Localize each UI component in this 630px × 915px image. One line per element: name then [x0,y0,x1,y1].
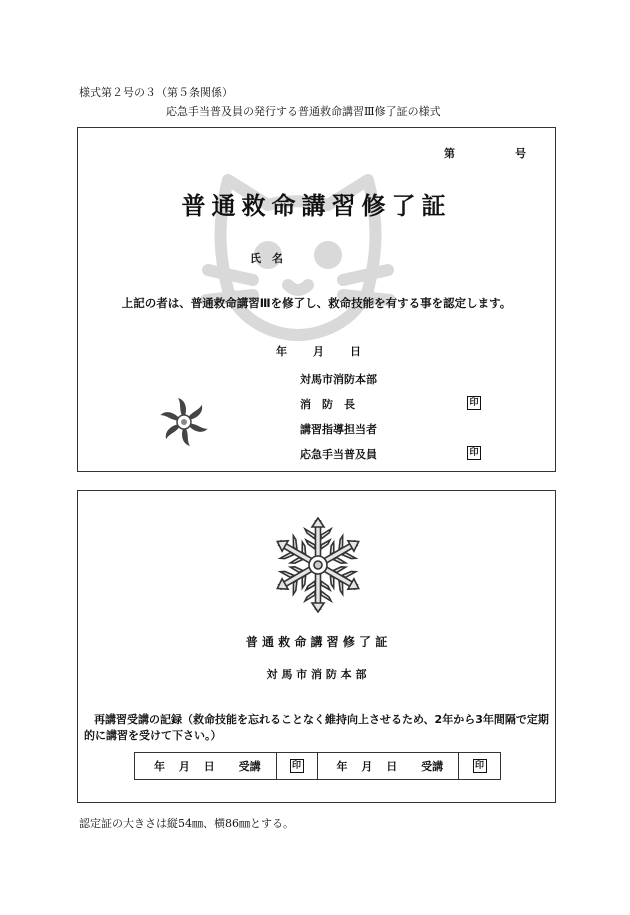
name-label: 氏 名 [250,252,283,265]
number-suffix: 号 [515,147,526,160]
number-prefix: 第 [444,147,455,160]
first-aid-instructor-label: 応急手当普及員 [300,448,377,461]
record-date-cell [135,753,277,779]
record-year: 年 [153,760,165,773]
seal-icon: 印 [473,759,487,773]
retraining-record-note: 再講習受講の記録（救命技能を忘れることなく維持向上させるため、2年から3年間隔で定期的に講習を受けて下さい。） [84,713,549,742]
date-year: 年 [276,345,287,358]
seal-icon: 印 [467,446,481,460]
certification-text: 上記の者は、普通救命講習Ⅲを修了し、救命技能を有する事を認定します。 [121,296,512,310]
record-day: 日 [386,760,398,773]
certificate-front [77,127,556,472]
record-day: 日 [203,760,215,773]
seal-icon: 印 [467,396,481,410]
form-title: 応急手当普及員の発行する普通救命講習Ⅲ修了証の様式 [166,105,441,118]
certificate-title: 普通救命講習修了証 [181,191,452,220]
form-number-label: 様式第２号の３（第５条関係） [79,86,233,99]
back-certificate-title: 普 通 救 命 講 習 修 了 証 [245,635,388,649]
retraining-record-table [134,752,501,780]
issuer-name: 対馬市消防本部 [300,373,377,386]
record-month: 月 [361,760,373,773]
city-emblem-icon [158,396,210,448]
date-day: 日 [350,345,361,358]
fire-chief-label: 消 防 長 [300,398,355,411]
record-seal-cell [459,753,500,779]
record-seal-cell [277,753,318,779]
certificate-back [77,490,556,803]
back-issuer-name: 対 馬 市 消 防 本 部 [266,668,367,681]
size-note: 認定証の大きさは縦54㎜、横86㎜とする。 [79,817,294,830]
date-month: 月 [313,345,324,358]
record-date-cell [318,753,460,779]
record-attended-label: 受講 [238,760,261,773]
fire-emblem-icon [270,517,366,613]
instructor-label: 講習指導担当者 [300,423,377,436]
cat-watermark-icon [188,140,408,360]
seal-icon: 印 [290,759,304,773]
record-year: 年 [336,760,348,773]
record-month: 月 [178,760,190,773]
record-attended-label: 受講 [421,760,444,773]
